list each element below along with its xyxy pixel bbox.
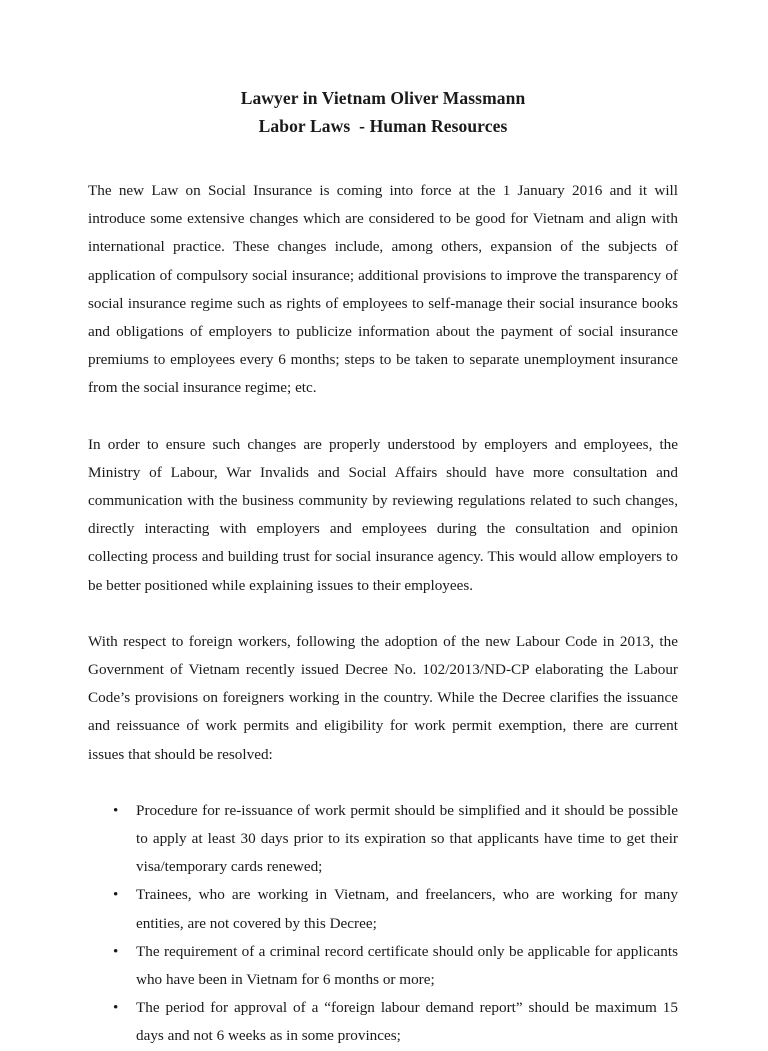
paragraph-3: With respect to foreign workers, following the adoption of the new Labour Code in 2013, the Government of Vietnam recently issued Decree No. 102/2013/ND-CP elaborating the Labour Code’s provisions on foreigners working in the country. While the Decree clarifies the issuance and reissuance of work permits and eligibility for work permit exemption, there are current issues that should be resolved: xyxy=(88,632,678,763)
bullet-icon: • xyxy=(113,801,119,819)
list-item-text: Procedure for re-issuance of work permit should be simplified and it should be possible to apply at least 30 days prior to its expiration so that applicants have time to get their visa/temporary cards renewed; xyxy=(136,801,678,876)
list-item xyxy=(88,797,678,882)
list-item-text: The period for approval of a “foreign labour demand report” should be maximum 15 days and not 6 weeks as in some provinces; xyxy=(136,999,678,1045)
list-item xyxy=(88,938,678,994)
list-item-text: The requirement of a criminal record certificate should only be applicable for applicants who have been in Vietnam for 6 months or more; xyxy=(136,942,678,989)
list-item xyxy=(88,994,678,1050)
bullet-icon: • xyxy=(113,999,119,1017)
paragraph-1: The new Law on Social Insurance is coming into force at the 1 January 2016 and it will introduce some extensive changes which are considered to be good for Vietnam and align with international practice. These changes include, among others, expansion of the subjects of application of compulsory social insurance; additional provisions to improve the transparency of social insurance regime such as rights of employees to self-manage their social insurance books and obligations of employers to publicize information about the payment of social insurance premiums to employees every 6 months; steps to be taken to separate unemployment insurance from the social insurance regime; etc. xyxy=(88,182,678,397)
list-item xyxy=(88,881,678,937)
list-item-text: Trainees, who are working in Vietnam, and freelancers, who are working for many entities, are not covered by this Decree; xyxy=(136,886,678,932)
issues-bullet-list xyxy=(88,797,678,1051)
page-title-line-1: Lawyer in Vietnam Oliver Massmann xyxy=(240,88,526,108)
page-title-line-2: Labor Laws - Human Resources xyxy=(258,116,508,136)
bullet-icon: • xyxy=(113,886,119,904)
document-body xyxy=(88,0,678,1051)
document-title-block xyxy=(88,0,678,140)
paragraph-2: In order to ensure such changes are properly understood by employers and employees, the Ministry of Labour, War Invalids and Social Affairs should have more consultation and communication with the business community by reviewing regulations related to such changes, directly interacting with employers and employees during the consultation and opinion collecting process and building trust for social insurance agency. This would allow employers to be better positioned while explaining issues to their employees. xyxy=(88,435,678,594)
bullet-icon: • xyxy=(113,942,119,960)
